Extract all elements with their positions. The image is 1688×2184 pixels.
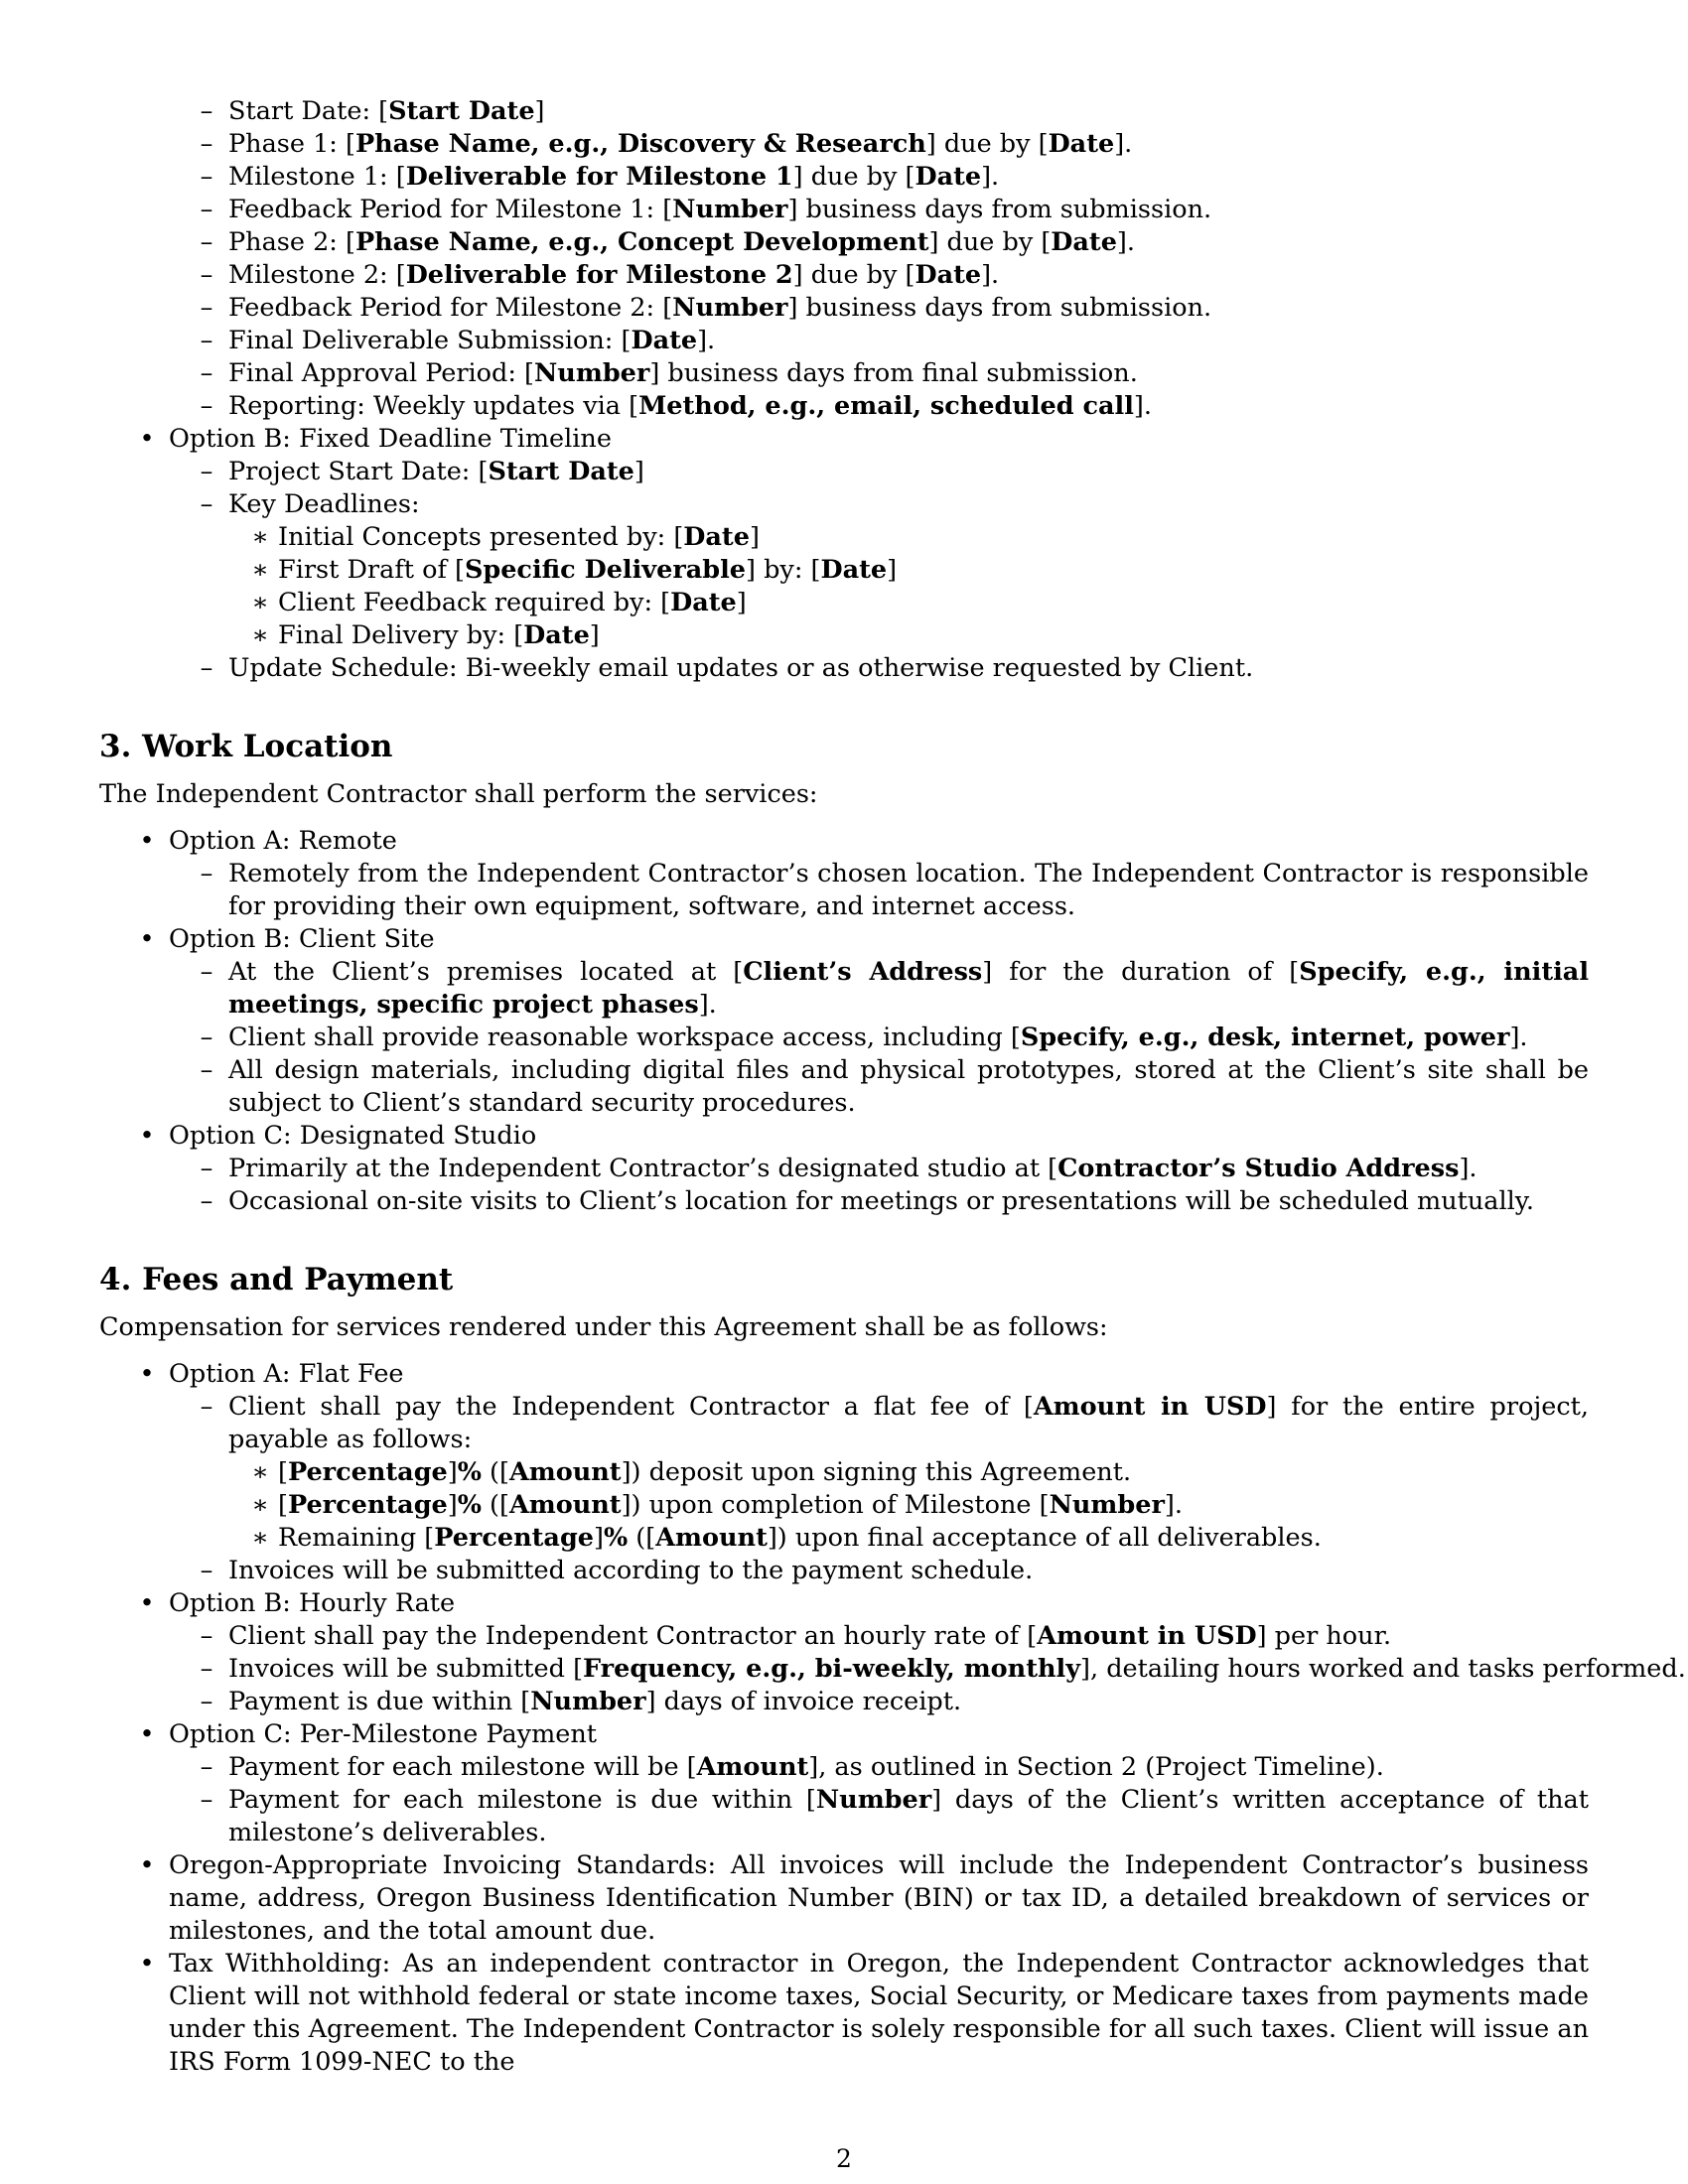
dash-marker: – [200,1752,213,1782]
dash-marker: – [200,326,213,355]
placeholder-field: Number [533,358,650,388]
text-run: Remotely from the Independent Contractor’s chosen location. The Independent Contractor is responsible for providing their own equipment, software, and internet access. [228,859,1589,921]
tax-withholding-item: • Tax Withholding: As an independent contractor in Oregon, the Independent Contractor acknowledges that Client will not withhold federal or state income taxes, Social Security, or Medicare taxes from payments made under this Agreement. The Independent Contractor is solely responsible for all such taxes. Client will issue an IRS Form 1099-NEC to the [99,1948,1589,2079]
placeholder-field: Amount [508,1457,622,1487]
text-run: At the Client’s premises located at [ [228,957,744,987]
list-item [99,357,1589,390]
placeholder-field: Phase Name, e.g., Discovery & Research [354,129,926,159]
placeholder-field: Specify, e.g., initial meetings, specific project phases [228,957,1590,1020]
list-item [99,1620,1589,1653]
text-run: ]) upon completion of Milestone [ [621,1490,1050,1520]
option-label: • Option B: Fixed Deadline Timeline [99,423,1589,456]
bullet-marker: • [139,1949,155,1979]
placeholder-field: Amount [508,1490,622,1520]
text-run: Payment for each milestone is due within [ [228,1785,816,1815]
dash-marker: – [200,957,213,987]
section-4-heading: 4. Fees and Payment [99,1262,454,1297]
placeholder-field: Frequency, e.g., bi-weekly, monthly [583,1654,1081,1684]
star-marker: ∗ [251,1490,269,1520]
option-label: • Option C: Per-Milestone Payment [99,1718,1589,1751]
text-run: ([ [481,1490,509,1520]
text-run: ]. [1116,227,1135,257]
placeholder-field: % [457,1490,482,1520]
dash-marker: – [200,1654,213,1684]
timeline-option-b [99,423,1589,685]
list-item [99,587,1589,619]
text-run: ] due by [ [925,129,1049,159]
option-label: • Option A: Remote [99,825,1589,858]
text-run: Client shall provide reasonable workspace access, including [ [228,1023,1021,1052]
text-run: ] due by [ [928,227,1052,257]
list-item [99,1185,1589,1218]
dash-marker: – [200,227,213,257]
text-run: Milestone 2: [ [228,260,406,290]
text-run: ] [589,620,600,650]
list-item [99,1686,1589,1718]
dash-marker: – [200,1556,213,1585]
placeholder-field: Phase Name, e.g., Concept Development [354,227,929,257]
work-location-options [99,825,1589,1218]
list-item [99,554,1589,587]
text-run: Phase 1: [ [228,129,355,159]
placeholder-field: Start Date [388,96,535,126]
text-run: ] due by [ [792,260,915,290]
text-run: ] business days from submission. [787,195,1212,224]
text-run: ([ [628,1523,656,1553]
text-run: ] [594,1523,604,1553]
option-label: • Option B: Client Site [99,923,1589,956]
list-item [99,259,1589,292]
section-3-intro: The Independent Contractor shall perform the services: [99,779,818,809]
list-item [99,128,1589,161]
dash-marker: – [200,1154,213,1183]
star-marker: ∗ [251,588,269,617]
text-run: All design materials, including digital files and physical prototypes, stored at the Client’s site shall be subject to Client’s standard security procedures. [228,1055,1589,1118]
text-run: Feedback Period for Milestone 1: [ [228,195,673,224]
placeholder-field: Percentage [287,1457,448,1487]
placeholder-field: Date [683,522,750,552]
dash-marker: – [200,260,213,290]
bullet-marker: • [139,1850,155,1880]
text-run: Phase 2: [ [228,227,355,257]
list-item [99,95,1589,128]
list-item [99,521,1589,554]
timeline-option-a-list [99,95,1589,423]
text-run: ]. [1114,129,1133,159]
placeholder-field: Client’s Address [743,957,983,987]
list-item [99,1153,1589,1185]
dash-marker: – [200,653,213,683]
dash-marker: – [200,859,213,888]
text-run: [ [278,1457,288,1487]
list-item [99,292,1589,325]
text-run: ] [534,96,545,126]
star-marker: ∗ [251,555,269,585]
text-run: ] [749,522,760,552]
bullet-marker: • [139,826,155,856]
placeholder-field: % [457,1457,482,1487]
text-run: Reporting: Weekly updates via [ [228,391,639,421]
placeholder-field: Date [1051,227,1117,257]
list-item [99,1391,1589,1456]
text-run: Start Date: [ [228,96,389,126]
star-marker: ∗ [251,620,269,650]
list-item [99,956,1589,1022]
text-run: ] [887,555,898,585]
placeholder-field: Date [523,620,590,650]
text-run: ] per hour. [1256,1621,1392,1651]
star-marker: ∗ [251,1523,269,1553]
star-marker: ∗ [251,522,269,552]
dash-marker: – [200,1023,213,1052]
dash-marker: – [200,358,213,388]
section-4-intro: Compensation for services rendered under this Agreement shall be as follows: [99,1312,1108,1342]
bullet-marker: • [139,424,155,454]
list-item [99,456,1589,488]
text-run: ] by: [ [746,555,821,585]
text-run: ] [447,1457,458,1487]
placeholder-field: Number [672,293,788,323]
placeholder-field: Amount [696,1752,809,1782]
text-run: ([ [481,1457,509,1487]
text-run: Milestone 1: [ [228,162,406,192]
list-item [99,1653,1686,1686]
list-item [99,1022,1589,1054]
text-run: ]. [981,260,1000,290]
placeholder-field: Specify, e.g., desk, internet, power [1020,1023,1510,1052]
placeholder-field: Amount in USD [1037,1621,1257,1651]
text-run: Client shall pay the Independent Contractor a flat fee of [ [228,1392,1034,1422]
text-run: Payment is due within [ [228,1687,531,1716]
text-run: ] business days from final submission. [649,358,1138,388]
bullet-marker: • [139,1588,155,1618]
list-item: – Invoices will be submitted according to the payment schedule. [99,1555,1589,1587]
placeholder-field: Amount in USD [1033,1392,1267,1422]
bullet-marker: • [139,1121,155,1151]
placeholder-field: Percentage [434,1523,595,1553]
text-run: ]) deposit upon signing this Agreement. [621,1457,1132,1487]
text-run: Project Start Date: [ [228,457,489,486]
text-run: Invoices will be submitted [ [228,1654,584,1684]
text-run: ] [736,588,747,617]
text-run: Feedback Period for Milestone 2: [ [228,293,673,323]
placeholder-field: Specific Deliverable [464,555,747,585]
dash-marker: – [200,195,213,224]
dash-marker: – [200,391,213,421]
section-3-heading: 3. Work Location [99,729,393,764]
text-run: Final Approval Period: [ [228,358,534,388]
text-run: ] days of the Client’s written acceptance of that milestone’s deliverables. [228,1785,1589,1847]
placeholder-field: Date [820,555,888,585]
bullet-marker: • [139,1359,155,1389]
text-run: [ [278,1490,288,1520]
dash-marker: – [200,293,213,323]
text-run: Client Feedback required by: [ [278,588,671,617]
text-run: ]. [1459,1154,1477,1183]
list-item [99,194,1589,226]
text-run: First Draft of [ [278,555,465,585]
text-run: ]. [1509,1023,1528,1052]
text-run: Occasional on-site visits to Client’s location for meetings or presentations will be scheduled mutually. [228,1186,1534,1216]
document-page [99,95,1686,2079]
text-run: ] for the entire project, payable as follows: [228,1392,1589,1454]
dash-marker: – [200,96,213,126]
text-run: ] for the duration of [ [982,957,1300,987]
list-item: – Update Schedule: Bi-weekly email updates or as otherwise requested by Client. [99,652,1589,685]
option-label: • Option C: Designated Studio [99,1120,1589,1153]
dash-marker: – [200,1621,213,1651]
placeholder-field: Number [530,1687,646,1716]
text-run: Primarily at the Independent Contractor’s designated studio at [ [228,1154,1058,1183]
text-run: Final Delivery by: [ [278,620,524,650]
text-run: Initial Concepts presented by: [ [278,522,684,552]
dash-marker: – [200,1785,213,1815]
placeholder-field: Deliverable for Milestone 1 [405,162,793,192]
dash-marker: – [200,1687,213,1716]
placeholder-field: Number [815,1785,932,1815]
placeholder-field: Method, e.g., email, scheduled call [638,391,1134,421]
list-item [99,1784,1589,1849]
dash-marker: – [200,489,213,519]
page-number: 2 [836,2144,852,2173]
list-item [99,1522,1589,1555]
list-item [99,1751,1589,1784]
dash-marker: – [200,162,213,192]
list-item [99,858,1589,923]
dash-marker: – [200,1392,213,1422]
list-item [99,226,1589,259]
placeholder-field: Start Date [488,457,634,486]
placeholder-field: Amount [655,1523,768,1553]
placeholder-field: Date [1048,129,1115,159]
option-label: • Option B: Hourly Rate [99,1587,1589,1620]
text-run: ] [633,457,644,486]
text-run: ], as outlined in Section 2 (Project Timeline). [808,1752,1384,1782]
placeholder-field: Date [914,162,982,192]
list-item: – Key Deadlines: [99,488,1589,521]
placeholder-field: Number [672,195,788,224]
star-marker: ∗ [251,1457,269,1487]
placeholder-field: Percentage [287,1490,448,1520]
placeholder-field: Date [914,260,982,290]
list-item [99,1456,1589,1489]
list-item [99,1054,1589,1120]
text-run: ]) upon final acceptance of all deliverables. [767,1523,1322,1553]
placeholder-field: Contractor’s Studio Address [1057,1154,1460,1183]
list-item [99,390,1589,423]
list-item [99,619,1589,652]
text-run: ] days of invoice receipt. [645,1687,962,1716]
text-run: Payment for each milestone will be [ [228,1752,697,1782]
placeholder-field: Number [1049,1490,1165,1520]
dash-marker: – [200,1055,213,1085]
text-run: Final Deliverable Submission: [ [228,326,632,355]
text-run: ] due by [ [792,162,915,192]
list-item [99,1489,1589,1522]
list-item [99,161,1589,194]
placeholder-field: Date [670,588,737,617]
text-run: ], detailing hours worked and tasks performed. [1080,1654,1686,1684]
text-run: ]. [697,326,716,355]
placeholder-field: Deliverable for Milestone 2 [405,260,793,290]
payment-options [99,1358,1686,2079]
bullet-marker: • [139,1719,155,1749]
dash-marker: – [200,1186,213,1216]
text-run: ] [447,1490,458,1520]
option-label: • Option A: Flat Fee [99,1358,1589,1391]
placeholder-field: Date [631,326,698,355]
oregon-invoicing-item: • Oregon-Appropriate Invoicing Standards: All invoices will include the Independent Contractor’s business name, address, Oregon Business Identification Number (BIN) or tax ID, a detailed breakdown of services or milestones, and the total amount due. [99,1849,1589,1948]
text-run: ]. [1164,1490,1183,1520]
text-run: ] business days from submission. [787,293,1212,323]
text-run: Remaining [ [278,1523,435,1553]
text-run: ]. [981,162,1000,192]
list-item [99,325,1589,357]
text-run: ]. [1133,391,1152,421]
text-run: Client shall pay the Independent Contractor an hourly rate of [ [228,1621,1038,1651]
text-run: ]. [698,990,717,1020]
dash-marker: – [200,457,213,486]
bullet-marker: • [139,924,155,954]
dash-marker: – [200,129,213,159]
placeholder-field: % [603,1523,629,1553]
